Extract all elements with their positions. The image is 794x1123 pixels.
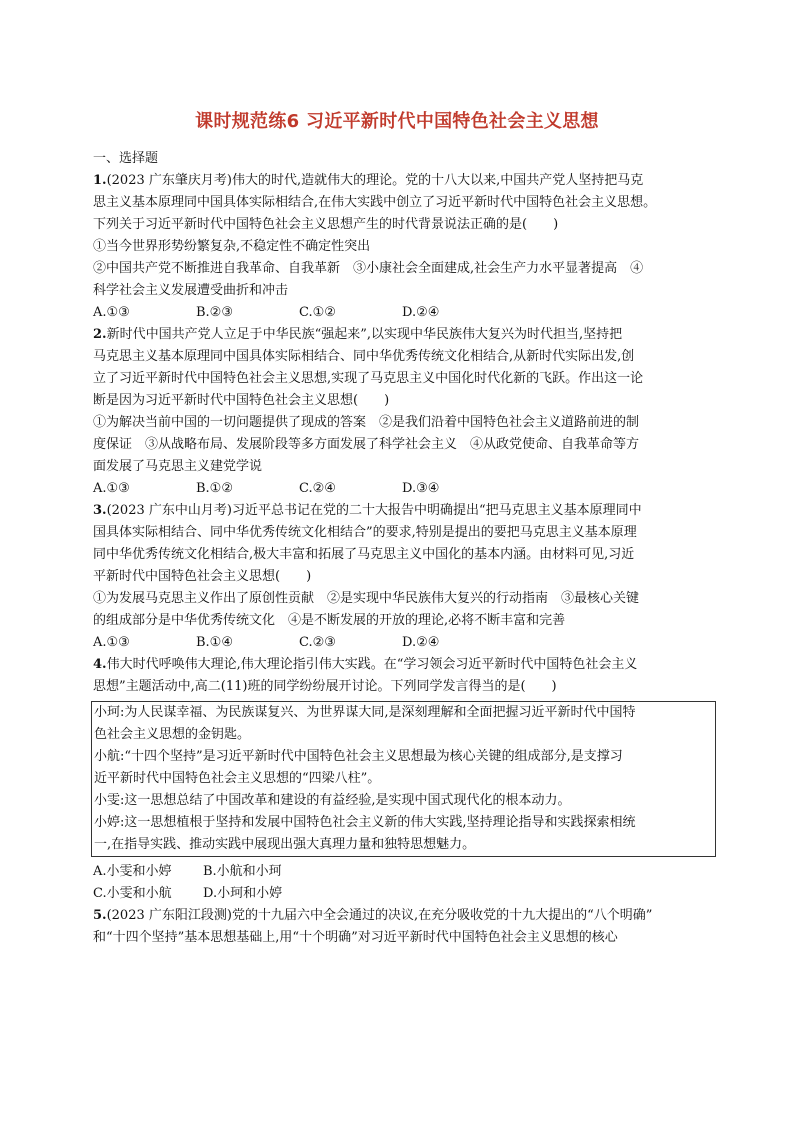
option-b[interactable]: B.②③ bbox=[196, 305, 233, 320]
question-text: 断是因为习近平新时代中国特色社会主义思想( ) bbox=[93, 393, 390, 408]
question-text: (2023 广东肇庆月考)伟大的时代,造就伟大的理论。党的十八大以来,中国共产党人坚持把马克 bbox=[106, 173, 644, 188]
statement-text: ①当今世界形势纷繁复杂,不稳定性不确定性突出 bbox=[93, 239, 371, 254]
option-c[interactable]: C.①② bbox=[299, 305, 336, 320]
question-text: 思想”主题活动中,高二(11)班的同学纷纷展开讨论。下列同学发言得当的是( ) bbox=[93, 679, 557, 694]
answer-options bbox=[93, 861, 713, 883]
option-c[interactable]: C.小雯和小航 bbox=[93, 886, 172, 901]
answer-options bbox=[93, 478, 713, 500]
question-line bbox=[93, 170, 713, 192]
question-text: 马克思主义基本原理同中国具体实际相结合、同中华优秀传统文化相结合,从新时代实际出发,创 bbox=[93, 349, 635, 364]
option-a[interactable]: A.①③ bbox=[93, 481, 130, 496]
option-d[interactable]: D.②④ bbox=[402, 635, 440, 650]
discussion-text: 小航:“十四个坚持”是习近平新时代中国特色社会主义思想最为核心关键的组成部分,是支撑习 bbox=[94, 749, 623, 764]
question-number: 2. bbox=[93, 327, 107, 342]
question-line bbox=[93, 324, 713, 346]
question-text: 国具体实际相结合、同中华优秀传统文化相结合”的要求,特别是提出的要把马克思主义基本原理 bbox=[93, 525, 637, 540]
question-text: 思主义基本原理同中国具体实际相结合,在伟大实践中创立了习近平新时代中国特色社会主义思想。 bbox=[93, 195, 657, 210]
question-text: 新时代中国共产党人立足于中华民族“强起来”,以实现中华民族伟大复兴为时代担当,坚持把 bbox=[106, 327, 623, 342]
discussion-text: 一,在指导实践、推动实践中展现出强大真理力量和独特思想魅力。 bbox=[94, 837, 476, 852]
statement-text: ①为解决当前中国的一切问题提供了现成的答案 ②是我们沿着中国特色社会主义道路前进的制 bbox=[93, 415, 640, 430]
option-a[interactable]: A.①③ bbox=[93, 635, 130, 650]
statement-text: ①为发展马克思主义作出了原创性贡献 ②是实现中华民族伟大复兴的行动指南 ③最核心关键 bbox=[93, 591, 640, 606]
discussion-text: 近平新时代中国特色社会主义思想的“四梁八柱”。 bbox=[94, 771, 381, 786]
option-d[interactable]: D.小珂和小婷 bbox=[203, 886, 283, 901]
question-line bbox=[93, 500, 713, 522]
question-1 bbox=[93, 170, 713, 324]
option-b[interactable]: B.①④ bbox=[196, 635, 233, 650]
discussion-text: 色社会主义思想的金钥匙。 bbox=[94, 727, 251, 742]
question-number: 5. bbox=[93, 908, 107, 923]
answer-options bbox=[93, 302, 713, 324]
option-b[interactable]: B.①② bbox=[196, 481, 233, 496]
question-text: 同中华优秀传统文化相结合,极大丰富和拓展了马克思主义中国化的基本内涵。由材料可见,习近 bbox=[93, 547, 635, 562]
question-line bbox=[93, 654, 713, 676]
option-c[interactable]: C.②③ bbox=[299, 635, 336, 650]
option-c[interactable]: C.②④ bbox=[299, 481, 336, 496]
question-number: 4. bbox=[93, 657, 107, 672]
question-text: (2023 广东阳江段测)党的十九届六中全会通过的决议,在充分吸收党的十九大提出的“八个明确” bbox=[106, 908, 653, 923]
document-body bbox=[93, 148, 713, 949]
discussion-text: 小婷:这一思想植根于坚持和发展中国特色社会主义新的伟大实践,坚持理论指导和实践探索相统 bbox=[94, 815, 636, 830]
question-2 bbox=[93, 324, 713, 500]
question-text: 伟大时代呼唤伟大理论,伟大理论指引伟大实践。在“学习领会习近平新时代中国特色社会主义 bbox=[106, 657, 638, 672]
option-b[interactable]: B.小航和小珂 bbox=[203, 864, 282, 879]
question-text: 立了习近平新时代中国特色社会主义思想,实现了马克思主义中国化时代化新的飞跃。作出这一论 bbox=[93, 371, 644, 386]
discussion-text: 小珂:为人民谋幸福、为民族谋复兴、为世界谋大同,是深刻理解和全面把握习近平新时代中国特 bbox=[94, 705, 636, 720]
answer-options bbox=[93, 632, 713, 654]
question-number: 1. bbox=[93, 173, 107, 188]
statement-text: 科学社会主义发展遭受曲折和冲击 bbox=[93, 283, 289, 298]
section-heading: 一、选择题 bbox=[93, 151, 159, 166]
question-text: 平新时代中国特色社会主义思想( ) bbox=[93, 569, 312, 584]
question-5 bbox=[93, 905, 713, 949]
option-a[interactable]: A.①③ bbox=[93, 305, 130, 320]
statement-text: 的组成部分是中华优秀传统文化 ④是不断发展的开放的理论,必将不断丰富和完善 bbox=[93, 613, 566, 628]
page-title: 课时规范练6 习近平新时代中国特色社会主义思想 bbox=[195, 111, 599, 132]
answer-options bbox=[93, 883, 713, 905]
question-text: 和“十四个坚持”基本思想基础上,用“十个明确”对习近平新时代中国特色社会主义思想的核心 bbox=[93, 930, 618, 945]
discussion-text: 小雯:这一思想总结了中国改革和建设的有益经验,是实现中国式现代化的根本动力。 bbox=[94, 793, 571, 808]
statement-text: ②中国共产党不断推进自我革命、自我革新 ③小康社会全面建成,社会生产力水平显著提高 ④ bbox=[93, 261, 644, 276]
question-number: 3. bbox=[93, 503, 107, 518]
statement-text: 面发展了马克思主义建党学说 bbox=[93, 459, 263, 474]
question-text: 下列关于习近平新时代中国特色社会主义思想产生的时代背景说法正确的是( ) bbox=[93, 217, 559, 232]
statement-text: 度保证 ③从战略布局、发展阶段等多方面发展了科学社会主义 ④从政党使命、自我革命等方 bbox=[93, 437, 640, 452]
option-d[interactable]: D.③④ bbox=[402, 481, 440, 496]
discussion-box bbox=[91, 701, 716, 857]
question-line bbox=[93, 905, 713, 927]
question-4 bbox=[93, 654, 713, 905]
question-3 bbox=[93, 500, 713, 654]
option-a[interactable]: A.小雯和小婷 bbox=[93, 864, 172, 879]
question-text: (2023 广东中山月考)习近平总书记在党的二十大报告中明确提出“把马克思主义基本原理同中 bbox=[106, 503, 642, 518]
option-d[interactable]: D.②④ bbox=[402, 305, 440, 320]
